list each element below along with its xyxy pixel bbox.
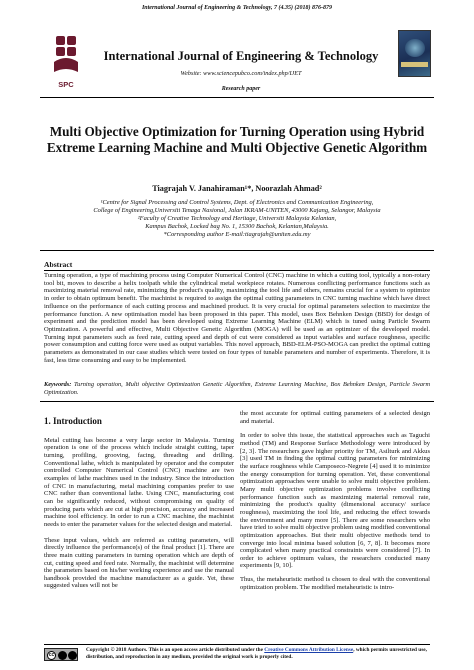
footer-rule xyxy=(44,644,430,645)
body-paragraph: These input values, which are referred as cutting parameters, will directly influence the performance(s) of the final product [1]. There are three main cutting parameters in turning operation which are depth of cut, cutting speed and feed rate. Normally, the machinist will determine the parameters based on his/her working experience and use the manual handbook provided the machine manufacturer as a guide. Yet, these suggested values will not be xyxy=(44,536,234,590)
corresponding-author[interactable]: *Corresponding author E-mail:tiagrajah@uniten.edu.my xyxy=(163,231,311,238)
attribution-icon xyxy=(68,651,77,660)
copyright-prefix: Copyright © 2018 Authors. This is an open access article distributed under the xyxy=(86,647,265,653)
abstract-top-rule xyxy=(40,250,434,251)
cc-license-badge[interactable] xyxy=(44,648,78,661)
license-link[interactable]: Creative Commons Attribution License xyxy=(264,647,354,653)
body-paragraph: In order to solve this issue, the statistical approaches such as Taguchi method (TM) and Response Surface Methodology were introduced by [2, 3]. The researchers gave higher priority for TM, Asilturk and Akkus [3] used TM in finding the optimal cutting parameters for minimizing the surface roughness while Camposeco-Negrete [4] used it to minimize the energy consumption for turning operation. Yet, these conventional optimization approaches were unable to solve multi objective problem. Many multi objective optimization problems involve conflicting performance function such as maximizing material removal rate, minimizing the product's quality (dimensional accuracy/ surface roughness), maximizing the tool life, and reducing the effect towards the environment and many more [5]. There are some researchers who have tried to solve multi objective problem using modified conventional optimization approaches. But their multi objective methods tend to converge into local minima based solution [6, 7, 8]. It becomes more complicated when many practical constraints were considered [7]. In order to achieve optimum values, the researchers conducted many experiments [9, 10]. xyxy=(240,432,430,570)
body-paragraph: Thus, the metaheuristic method is chosen to deal with the conventional optimization problem. The modified metaheuristic is intro- xyxy=(240,576,430,591)
abstract-heading: Abstract xyxy=(44,260,73,269)
journal-citation: International Journal of Engineering & Technology, 7 (4.35) (2018) 876-879 xyxy=(141,5,333,11)
body-paragraph: Metal cutting has become a very large sector in Malaysia. Turning operation is one of the process which include straight cutting, taper turning, profiling, grooving, facing, threading and drilling. Conventional lathe, which is manipulated by operator and the computer controlled Computer Numerical Control (CNC) machine are two examples of lathe machines used in the industry. Since the introduction of CNC in manufacturing, metal machining companies prefer to use CNC rather than conventional lathe. Using CNC, manufacturing cost can be significantly reduced, without compromising on quality of producing parts which are cut at high precision, accuracy and increased machine tool efficiency. In order to run a CNC machine, the machinist needs to enter the parameter values for the selected design and material. xyxy=(44,436,234,528)
copyright-suffix: , which permits unrestricted use, distribution, and reproduction in any medium, provided the original work is properly cited. xyxy=(86,647,427,660)
cover-graphic xyxy=(405,39,425,57)
affiliation-line: ²Faculty of Creative Technology and Heritage, Universiti Malaysia Kelantan, xyxy=(137,215,337,222)
paper-authors: Tiagrajah V. Janahiraman¹*, Noorazlah Ahmad² xyxy=(152,184,322,193)
journal-logo-text: SPC xyxy=(58,80,74,89)
header-rule xyxy=(40,97,434,98)
affiliation-line: College of Engineering,Universiti Tenaga Nasional, Jalan IKRAM-UNITEN, 43000 Kajang, Selangor, Malaysia xyxy=(93,207,381,214)
keywords-colon: : xyxy=(69,381,75,388)
journal-website[interactable]: Website: www.sciencepubco.com/index.php/IJET xyxy=(180,70,302,77)
body-column-left xyxy=(44,410,234,598)
keywords-text: Turning operation, Multi objective Optimization Genetic Algorithm, Extreme Learning Machine, Box Behnken Design, Particle Swarm Optimization. xyxy=(44,381,431,396)
abstract-bottom-rule xyxy=(40,401,434,402)
copyright-notice xyxy=(86,647,432,660)
cc-icon: cc xyxy=(48,651,55,658)
affiliation-line: ¹Centre for Signal Processing and Control Systems, Dept. of Electronics and Communication Engineering, xyxy=(100,199,374,206)
paper-title: Multi Objective Optimization for Turning Operation using Hybrid Extreme Learning Machine and Multi Objective Genetic Algorithm xyxy=(46,124,428,155)
cover-strip xyxy=(401,62,428,67)
journal-title: International Journal of Engineering & Technology xyxy=(103,49,379,63)
attribution-icon xyxy=(58,651,67,660)
section-heading: 1. Introduction xyxy=(44,416,102,426)
paper-type-label: Research paper xyxy=(221,86,261,92)
journal-cover-image xyxy=(398,30,431,77)
affiliation-line: Kampus Bachok, Locked bag No. 1, 15300 Bachok, Kelantan,Malaysia. xyxy=(145,223,329,230)
keywords xyxy=(44,381,430,396)
body-column-right xyxy=(240,410,430,597)
abstract-text: Turning operation, a type of machining process using Computer Numerical Control (CNC) machine in which a cutting tool, typically a non-rotary tool bit, moves to describe a helix toolpath while the cylindrical metal workpiece rotates. Numerous conflicting performance functions such as maximizing material removal rate, minimizing the product's quality, maximizing the tool life and others, remains crucial for a system to optimize in order to obtain optimum benefit. The machinist is required to assign the optimal cutting parameters in CNC turning machine which have direct influence on the performance of each cutting process and machined product. It is very crucial for optimal parameters selection to maximize the performance function. A new optimisation model has been proposed in this paper. This model, uses Box Behnken Design (BBD) for design of experiment and the prediction model has been developed using Extreme Learning Machine (ELM) which is tuned using Particle Swarm Optimization. A powerful and effective, Multi Objective Genetic Algorithm (MOGA) will be used as an optimizer of the developed model. Turning input parameters such as feed rate, cutting speed and depth of cut were considered as input variables and surface roughness, specific power consumption and cutting force were used as output variables. This novel approach, BBD-ELM-PSO-MOGA can predict the optimal cutting parameters as demonstrated in our case studies which were tested on four types of tunable parameters and number of experiments. Therefore, it is fast, less time consuming and easy to be implemented. xyxy=(44,272,430,364)
abstract-heading-rule xyxy=(44,270,430,271)
body-paragraph: the most accurate for optimal cutting parameters of a selected design and material. xyxy=(240,410,430,425)
keywords-label: Keywords xyxy=(44,381,70,388)
